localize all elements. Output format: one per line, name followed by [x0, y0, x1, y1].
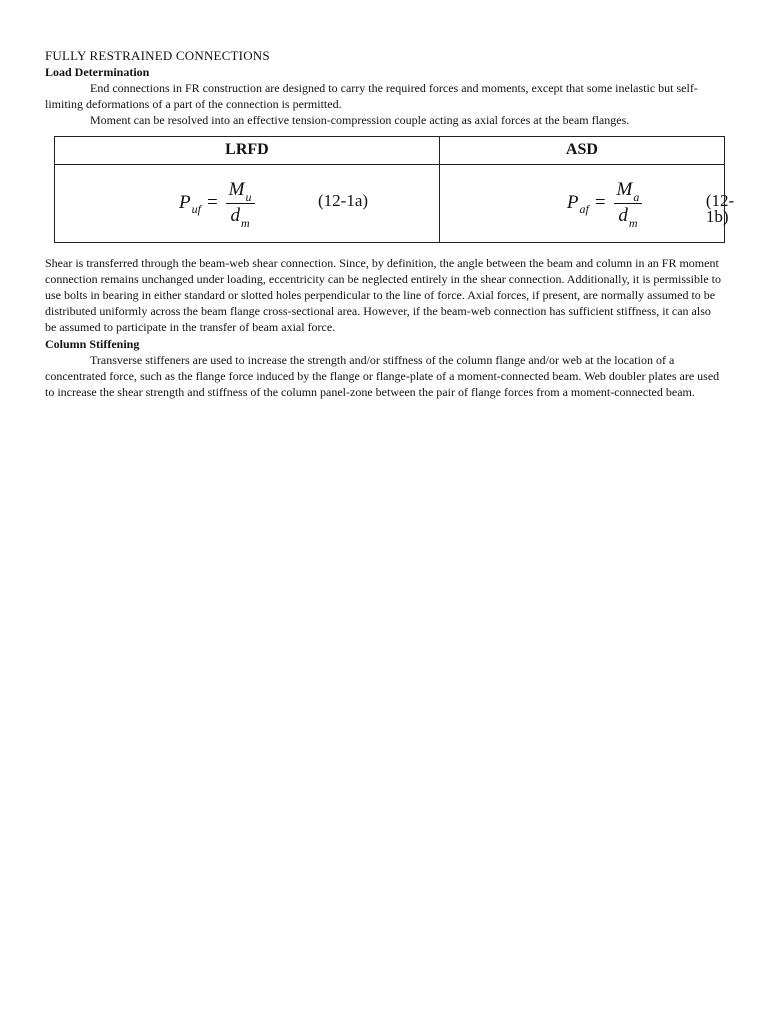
paragraph-shear-transfer: Shear is transferred through the beam-web shear connection. Since, by definition, the angle between the beam and column in an FR moment connection remains unchanged under loading, eccentricity can be neglected entirely in the shear connection. Additionally, it is permissible to use bolts in bearing in either standard or slotted holes perpendicular to the line of force. Axial forces, if present, are normally assumed to be distributed uniformly across the beam flange cross-sectional area. However, if the beam-web connection has sufficient stiffness, it can also be assumed to participate in the transfer of beam axial force.: [45, 255, 722, 335]
paragraph-moment-couple: Moment can be resolved into an effective tension-compression couple acting as axial forces at the beam flanges.: [90, 113, 630, 128]
lrfd-numerator: $M_u$: [228, 178, 252, 204]
paragraph-end-connections: End connections in FR construction are designed to carry the required forces and moments, except that some inelastic but self-limiting deformations of a part of the connection is permitted.: [45, 81, 698, 112]
asd-lhs-subscript: af: [579, 202, 589, 216]
document-title: FULLY RESTRAINED CONNECTIONS: [45, 48, 270, 63]
lrfd-formula: [179, 179, 255, 228]
asd-formula: [567, 179, 643, 228]
paragraph-transverse-stiffeners: Transverse stiffeners are used to increase the strength and/or stiffness of the column flange and/or web at the location of a concentrated force, such as the flange force induced by the flange or flange-plate of a moment-connected beam. Web doubler plates are used to increase the shear strength and stiffness of the column panel-zone between the pair of flange forces from a moment-connected beam.: [45, 352, 720, 400]
asd-lhs: P: [566, 192, 579, 213]
lrfd-fraction: [226, 179, 255, 228]
lrfd-equation-number: (12-1a): [318, 190, 369, 210]
section-heading-column-stiffening: Column Stiffening: [45, 336, 140, 351]
asd-denominator: $d_m$: [618, 204, 638, 230]
asd-equation-number: (12-1b): [705, 190, 735, 226]
lrfd-lhs-subscript: uf: [191, 202, 201, 216]
asd-fraction: [614, 179, 643, 228]
lrfd-lhs: P: [179, 192, 191, 213]
asd-header: ASD: [439, 136, 724, 164]
asd-numerator: $M_a$: [616, 178, 640, 204]
document-page: [45, 47, 735, 400]
section-heading-load-determination: Load Determination: [45, 65, 150, 79]
asd-equation-cell: [439, 164, 735, 242]
lrfd-equation-cell: [55, 164, 440, 242]
equation-table: [54, 136, 735, 243]
lrfd-equals-sign: =: [206, 192, 218, 213]
lrfd-denominator: $d_m$: [230, 204, 250, 230]
lrfd-header: LRFD: [55, 136, 440, 164]
asd-equals-sign: =: [594, 192, 606, 213]
